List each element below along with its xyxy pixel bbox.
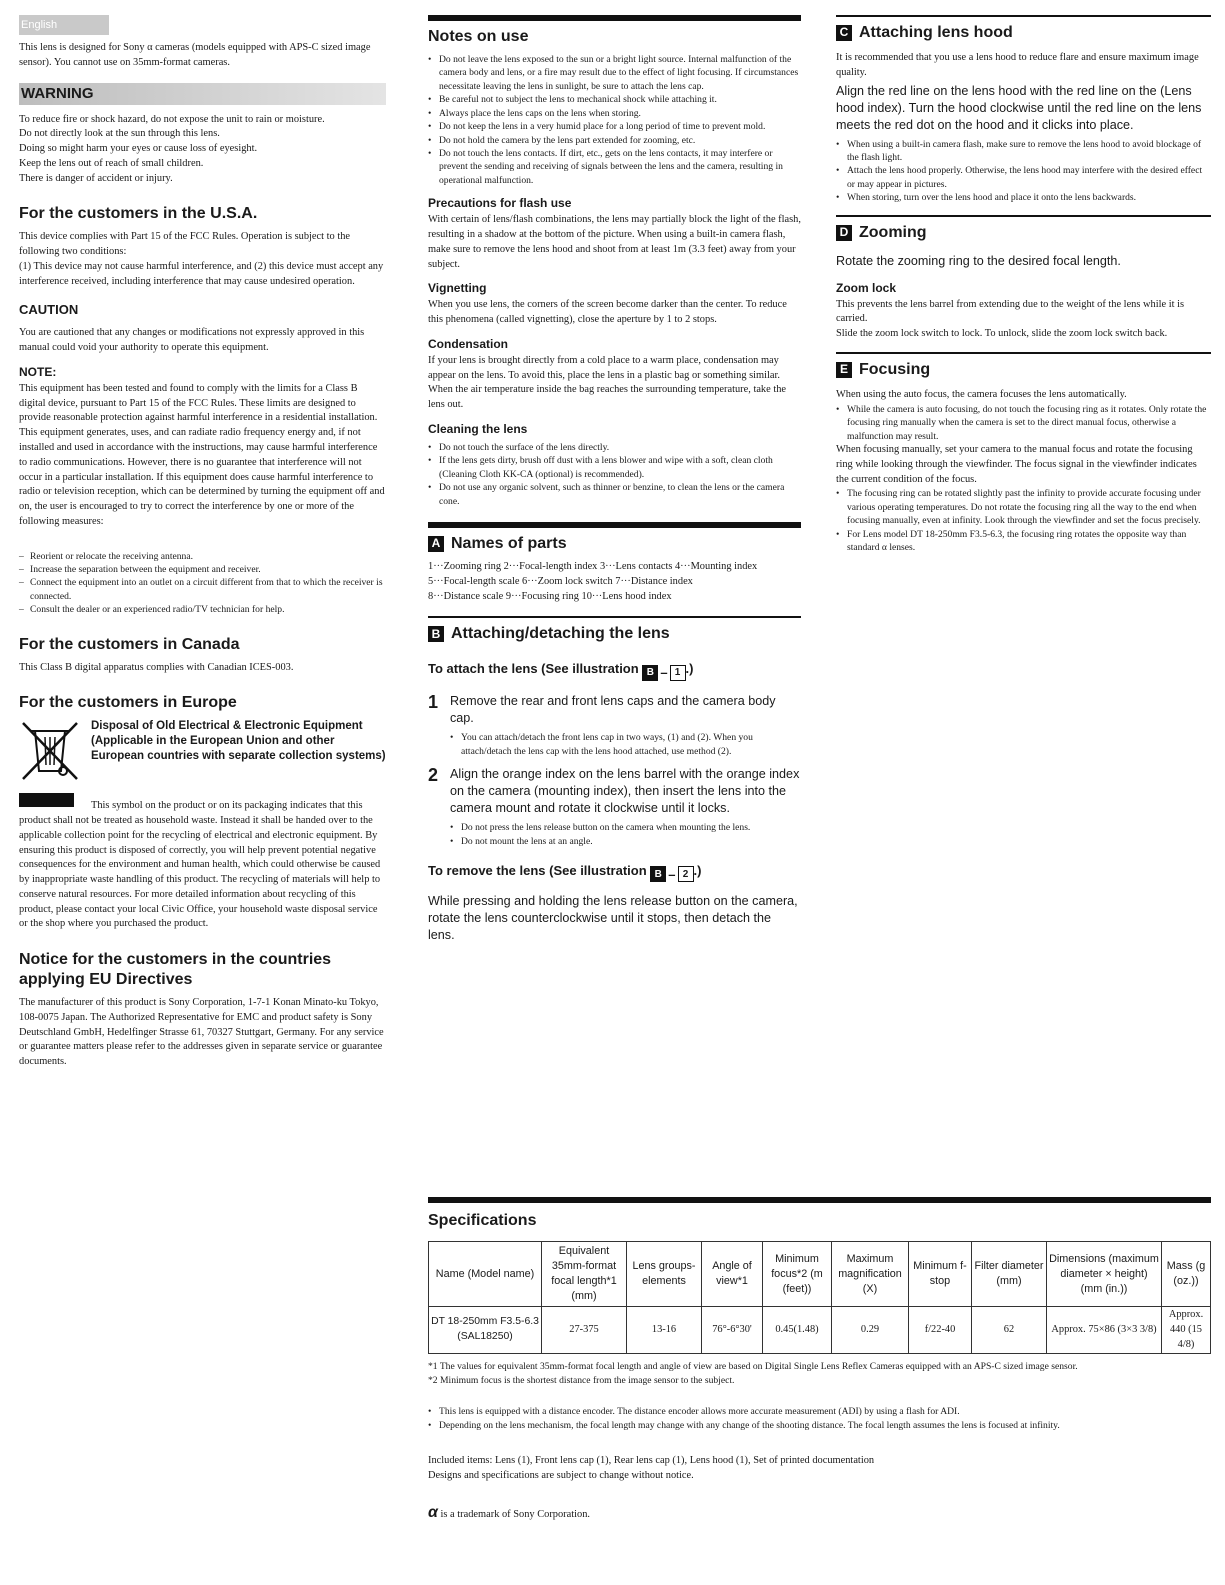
notes-list <box>428 53 801 187</box>
note-item: • Do not leave the lens exposed to the sun or a bright light source. Internal malfunction of the camera body and lens, or a fire may result due to the effect of light focusing. If circumstances necessitate leaving the lens in sunlight, be sure to attach the lens cap. <box>428 53 801 93</box>
table-cell: Approx. 75×86 (3×3 3/8) <box>1047 1307 1162 1354</box>
cleaning-item: • Do not use any organic solvent, such as thinner or benzine, to clean the lens or the camera cone. <box>428 481 801 508</box>
notes-title: Notes on use <box>428 28 529 45</box>
hood-title: Attaching lens hood <box>859 24 1013 41</box>
parts-title: Names of parts <box>451 534 567 552</box>
hood-bullet: • When using a built-in camera flash, make sure to remove the lens hood to avoid blockage of the flash light. <box>836 138 1211 165</box>
to-attach-title: To attach the lens (See illustration <box>428 661 639 677</box>
divider <box>428 616 801 618</box>
column-header: Filter diameter (mm) <box>972 1242 1047 1307</box>
usa-title: For the customers in the U.S.A. <box>19 205 258 223</box>
warning-line: To reduce fire or shock hazard, do not expose the unit to rain or moisture. <box>19 113 325 125</box>
divider <box>428 15 801 21</box>
canada-title: For the customers in Canada <box>19 635 240 653</box>
column-header: Equivalent 35mm-format focal length*1 (mm) <box>542 1242 627 1307</box>
zoom-lead: Rotate the zooming ring to the desired focal length. <box>836 253 1121 268</box>
column-left <box>19 15 386 1070</box>
focus-bullets-1 <box>836 403 1211 443</box>
included-items: Included items: Lens (1), Front lens cap (1), Rear lens cap (1), Lens hood (1), Set of printed documentation <box>428 1454 875 1466</box>
flash-text: With certain of lens/flash combinations, the lens may partially block the light of the flash, resulting in a shadow at the bottom of the picture. When using a built-in camera flash, make sure to remove the lens hood and shoot from at least 1m (3.3 feet) away from your subject. <box>428 214 801 270</box>
trademark-line <box>428 1502 1211 1525</box>
column-header: Minimum focus*2 (m (feet)) <box>763 1242 832 1307</box>
table-cell: 76°-6°30' <box>702 1307 763 1354</box>
section-letter-b: B <box>428 626 444 642</box>
canada-text: This Class B digital apparatus complies with Canadian ICES-003. <box>19 661 294 673</box>
divider <box>836 352 1211 354</box>
condensation-text: If your lens is brought directly from a cold place to a warm place, condensation may appear on the lens. To avoid this, place the lens in a plastic bag or something similar. When the air temperature inside the bag reaches the surrounding temperature, take the lens out. <box>428 354 787 411</box>
disposal-title: Disposal of Old Electrical & Electronic Equipment (Applicable in the European Union and other European countries with separate collection systems) <box>91 720 386 763</box>
illustration-ref: B – 2 <box>650 866 693 883</box>
zoom-heading <box>836 223 1211 243</box>
hood-bullet: • When storing, turn over the lens hood and place it onto the lens backwards. <box>836 191 1211 204</box>
table-cell: 0.29 <box>832 1307 909 1354</box>
table-row <box>429 1307 1211 1354</box>
parts-list <box>428 560 801 604</box>
vignetting-text: When you use lens, the corners of the screen become darker than the center. To reduce this phenomena (called vignetting), close the aperture by 1 to 2 stops. <box>428 299 787 326</box>
focus-bullets-2 <box>836 487 1211 554</box>
zoomlock-paragraph-2: Slide the zoom lock switch to lock. To unlock, slide the zoom lock switch back. <box>836 328 1168 340</box>
attach-heading <box>428 624 801 644</box>
warning-title: WARNING <box>19 83 386 105</box>
note-item: • Do not touch the lens contacts. If dirt, etc., gets on the lens contacts, it may interfere or prevent the sending and receiving of signals between the lens and the camera, resulting in operational malfunction. <box>428 147 801 187</box>
note-item: • Do not hold the camera by the lens part extended for zooming, etc. <box>428 134 801 147</box>
cleaning-list <box>428 441 801 508</box>
table-cell: 0.45(1.48) <box>763 1307 832 1354</box>
note-title: NOTE: <box>19 364 57 379</box>
usa-paragraph-2: (1) This device may not cause harmful interference, and (2) this device must accept any interference received, including interference that may cause undesired operation. <box>19 260 384 287</box>
warning-line: Keep the lens out of reach of small children. <box>19 157 204 169</box>
cleaning-item: • Do not touch the surface of the lens directly. <box>428 441 801 454</box>
intro-text: This lens is designed for Sony α cameras (models equipped with APS-C sized image sensor). You cannot use on 35mm-format cameras. <box>19 42 371 68</box>
language-tab: English <box>19 15 109 35</box>
table-cell: f/22-40 <box>909 1307 972 1354</box>
hood-lead: Align the red line on the lens hood with the red line on the (Lens hood index). Turn the hood clockwise until the red line on the lens meets the red dot on the hood and it clicks into place. <box>836 83 1202 132</box>
to-attach-heading: To attach the lens (See illustration B – 1 .) <box>428 661 694 681</box>
cleaning-title: Cleaning the lens <box>428 421 528 436</box>
step-bullet: • You can attach/detach the front lens cap in two ways, (1) and (2). When you attach/detach the lens cap with the lens hood attached, use method (2). <box>450 731 801 758</box>
column-header: Maximum magnification (X) <box>832 1242 909 1307</box>
table-cell: DT 18-250mm F3.5-6.3 (SAL18250) <box>429 1307 542 1354</box>
vignetting-title: Vignetting <box>428 281 487 296</box>
table-cell: 13-16 <box>627 1307 702 1354</box>
weee-symbol <box>19 719 81 807</box>
focus-paragraph-1: When using the auto focus, the camera focuses the lens automatically. <box>836 388 1127 400</box>
section-letter-d: D <box>836 225 852 241</box>
section-letter-c: C <box>836 25 852 41</box>
footnote-2: *2 Minimum focus is the shortest distance from the image sensor to the subject. <box>428 1374 735 1386</box>
hood-paragraph: It is recommended that you use a lens hood to reduce flare and ensure maximum image quality. <box>836 52 1199 78</box>
section-letter-e: E <box>836 362 852 378</box>
divider <box>428 1197 1211 1203</box>
caution-text: You are cautioned that any changes or modifications not expressly approved in this manual could void your authority to operate this equipment. <box>19 327 365 354</box>
divider <box>836 15 1211 17</box>
step-bullet: • Do not mount the lens at an angle. <box>450 835 801 848</box>
warning-lines <box>19 113 386 187</box>
focus-title: Focusing <box>859 360 931 378</box>
attach-title: Attaching/detaching the lens <box>451 625 670 643</box>
to-remove-heading: To remove the lens (See illustration B – 2 .) <box>428 862 702 882</box>
zoomlock-title: Zoom lock <box>836 280 897 295</box>
warning-line: There is danger of accident or injury. <box>19 172 173 184</box>
illustration-number: 1 <box>670 665 686 681</box>
note-text: This equipment has been tested and found to comply with the limits for a Class B digital device, pursuant to Part 15 of the FCC Rules. These limits are designed to provide reasonable protection against harmful interference in a residential installation. This equipment generates, uses, and can radiate radio frequency energy and, if not installed and used in accordance with the instructions, may cause harmful interference to radio communications. However, there is no guarantee that interference will not occur in a particular installation. If this equipment does cause harmful interference to radio or television reception, which can be determined by turning the equipment off and on, the user is encouraged to try to correct the interference by one or more of the following measures: <box>19 382 385 527</box>
specs-title: Specifications <box>428 1212 537 1229</box>
eu-title: Notice for the customers in the countries applying EU Directives <box>19 951 332 989</box>
divider <box>428 522 801 528</box>
europe-title: For the customers in Europe <box>19 694 237 712</box>
column-right <box>836 15 1211 554</box>
table-cell: 62 <box>972 1307 1047 1354</box>
zoomlock-paragraph-1: This prevents the lens barrel from extending due to the weight of the lens while it is carried. <box>836 298 1184 325</box>
column-header: Dimensions (maximum diameter × height) (mm (in.)) <box>1047 1242 1162 1307</box>
usa-paragraph-1: This device complies with Part 15 of the FCC Rules. Operation is subject to the following two conditions: <box>19 231 351 258</box>
warning-line: Do not directly look at the sun through this lens. <box>19 128 220 140</box>
illustration-letter: B <box>650 866 666 882</box>
crossed-bin-icon <box>19 719 81 781</box>
table-cell: 27-375 <box>542 1307 627 1354</box>
hood-bullet: • Attach the lens hood properly. Otherwise, the lens hood may interfere with the desired effect or may appear in pictures. <box>836 164 1211 191</box>
disposal-block <box>19 719 386 807</box>
footnote-1: *1 The values for equivalent 35mm-format focal length and angle of view are based on Digital Single Lens Reflex Cameras equipped with an APS-C sized image sensor. <box>428 1361 1078 1373</box>
divider <box>836 215 1211 217</box>
step-bullet: • Do not press the lens release button on the camera when mounting the lens. <box>450 821 801 834</box>
focus-bullet: • For Lens model DT 18-250mm F3.5-6.3, the focusing ring rotates the opposite way than standard α lenses. <box>836 528 1211 555</box>
remove-text: While pressing and holding the lens release button on the camera, rotate the lens counterclockwise until it stops, then detach the lens. <box>428 893 798 942</box>
trademark-text: is a trademark of Sony Corporation. <box>440 1508 591 1520</box>
note-item: • Be careful not to subject the lens to mechanical shock while attaching it. <box>428 93 801 106</box>
focus-bullet: • While the camera is auto focusing, do not touch the focusing ring as it rotates. Only rotate the focusing ring manually when the camera is set to the direct manual focus, otherwise a malfunction may result. <box>836 403 1211 443</box>
step-number: 1 <box>428 692 439 713</box>
disposal-heading-block <box>91 719 386 807</box>
column-header: Lens groups-elements <box>627 1242 702 1307</box>
illustration-ref: B – 1 <box>642 664 685 681</box>
parts-heading <box>428 534 801 554</box>
column-header: Minimum f-stop <box>909 1242 972 1307</box>
parts-line: 5···Focal-length scale 6···Zoom lock switch 7···Distance index <box>428 575 693 587</box>
column-header: Name (Model name) <box>429 1242 542 1307</box>
flash-title: Precautions for flash use <box>428 196 572 211</box>
alpha-logo: α <box>428 1503 438 1521</box>
eu-text: The manufacturer of this product is Sony Corporation, 1-7-1 Konan Minato-ku Tokyo, 108-0075 Japan. The Authorized Representative for EMC and product safety is Sony Deutschland GmbH, Hedelfinger Strasse 61, 70327 Stuttgart, Germany. For any service or guarantee matters please refer to the addresses given in separate service or guarantee documents. <box>19 997 384 1068</box>
table-cell: Approx. 440 (15 4/8) <box>1162 1307 1211 1354</box>
focus-paragraph-2: When focusing manually, set your camera to the manual focus and rotate the focusing ring while looking through the viewfinder. The focus signal in the viewfinder indicates the current condition of the focus. <box>836 443 1197 485</box>
step-1 <box>428 693 801 758</box>
column-header: Mass (g (oz.)) <box>1162 1242 1211 1307</box>
step-text: Align the orange index on the lens barrel with the orange index on the camera (mounting index), then insert the lens into the camera mount and rotate it clockwise until it locks. <box>450 767 800 816</box>
specifications-section <box>428 1197 1211 1524</box>
step-bullets <box>450 821 801 848</box>
step-bullets <box>450 731 801 758</box>
measure-item: – Consult the dealer or an experienced radio/TV technician for help. <box>19 603 386 616</box>
step-number: 2 <box>428 765 439 786</box>
parts-line: 1···Zooming ring 2···Focal-length index 3···Lens contacts 4···Mounting index <box>428 560 758 572</box>
weee-bar <box>19 793 74 807</box>
zoom-title: Zooming <box>859 223 927 241</box>
designs-notice: Designs and specifications are subject to change without notice. <box>428 1469 694 1481</box>
warning-line: Doing so might harm your eyes or cause loss of eyesight. <box>19 143 258 155</box>
specs-bullet: • Depending on the lens mechanism, the focal length may change with any change of the shooting distance. The focal length assumes the lens is focused at infinity. <box>428 1419 1211 1432</box>
measure-item: – Reorient or relocate the receiving antenna. <box>19 550 386 563</box>
to-remove-title: To remove the lens (See illustration <box>428 862 647 878</box>
specs-bullet: • This lens is equipped with a distance encoder. The distance encoder allows more accurate measurement (ADI) by using a flash for ADI. <box>428 1405 1211 1418</box>
section-letter-a: A <box>428 536 444 552</box>
hood-bullets <box>836 138 1211 205</box>
column-middle <box>428 15 801 944</box>
measure-item: – Increase the separation between the equipment and receiver. <box>19 563 386 576</box>
hood-heading <box>836 23 1211 43</box>
illustration-letter: B <box>642 665 658 681</box>
disposal-text: This symbol on the product or on its packaging indicates that this product shall not be treated as household waste. Instead it shall be handed over to the applicable collection point for the recycling of electrical and electronic equipment. By ensuring this product is disposed of correctly, you will help prevent potential negative consequences for the environment and human health, which could otherwise be caused by inappropriate waste handling of this product. The recycling of materials will help to conserve natural resources. For more detailed information about recycling of this product, please contact your local Civic Office, your household waste disposal service or the shop where you purchased the product. <box>19 800 381 930</box>
focus-heading <box>836 360 1211 380</box>
condensation-title: Condensation <box>428 336 508 351</box>
specs-table <box>428 1241 1211 1354</box>
column-header: Angle of view*1 <box>702 1242 763 1307</box>
note-item: • Do not keep the lens in a very humid place for a long period of time to prevent mold. <box>428 120 801 133</box>
step-text: Remove the rear and front lens caps and the camera body cap. <box>450 694 776 726</box>
cleaning-item: • If the lens gets dirty, brush off dust with a lens blower and wipe with a soft, clean cloth (Cleaning Cloth KK-CA (optional) is recommended). <box>428 454 801 481</box>
step-2 <box>428 766 801 848</box>
measures-list <box>19 550 386 617</box>
table-header-row <box>429 1242 1211 1307</box>
measure-item: – Connect the equipment into an outlet on a circuit different from that to which the receiver is connected. <box>19 576 386 603</box>
parts-line: 8···Distance scale 9···Focusing ring 10···Lens hood index <box>428 590 672 602</box>
note-item: • Always place the lens caps on the lens when storing. <box>428 107 801 120</box>
specs-bullets <box>428 1405 1211 1432</box>
caution-title: CAUTION <box>19 302 79 318</box>
illustration-number: 2 <box>678 866 694 882</box>
focus-bullet: • The focusing ring can be rotated slightly past the infinity to provide accurate focusing under various operating temperatures. Do not rotate the focusing ring all the way to the end when focusing manually, even at infinity. Look through the viewfinder and set the focus precisely. <box>836 487 1211 527</box>
